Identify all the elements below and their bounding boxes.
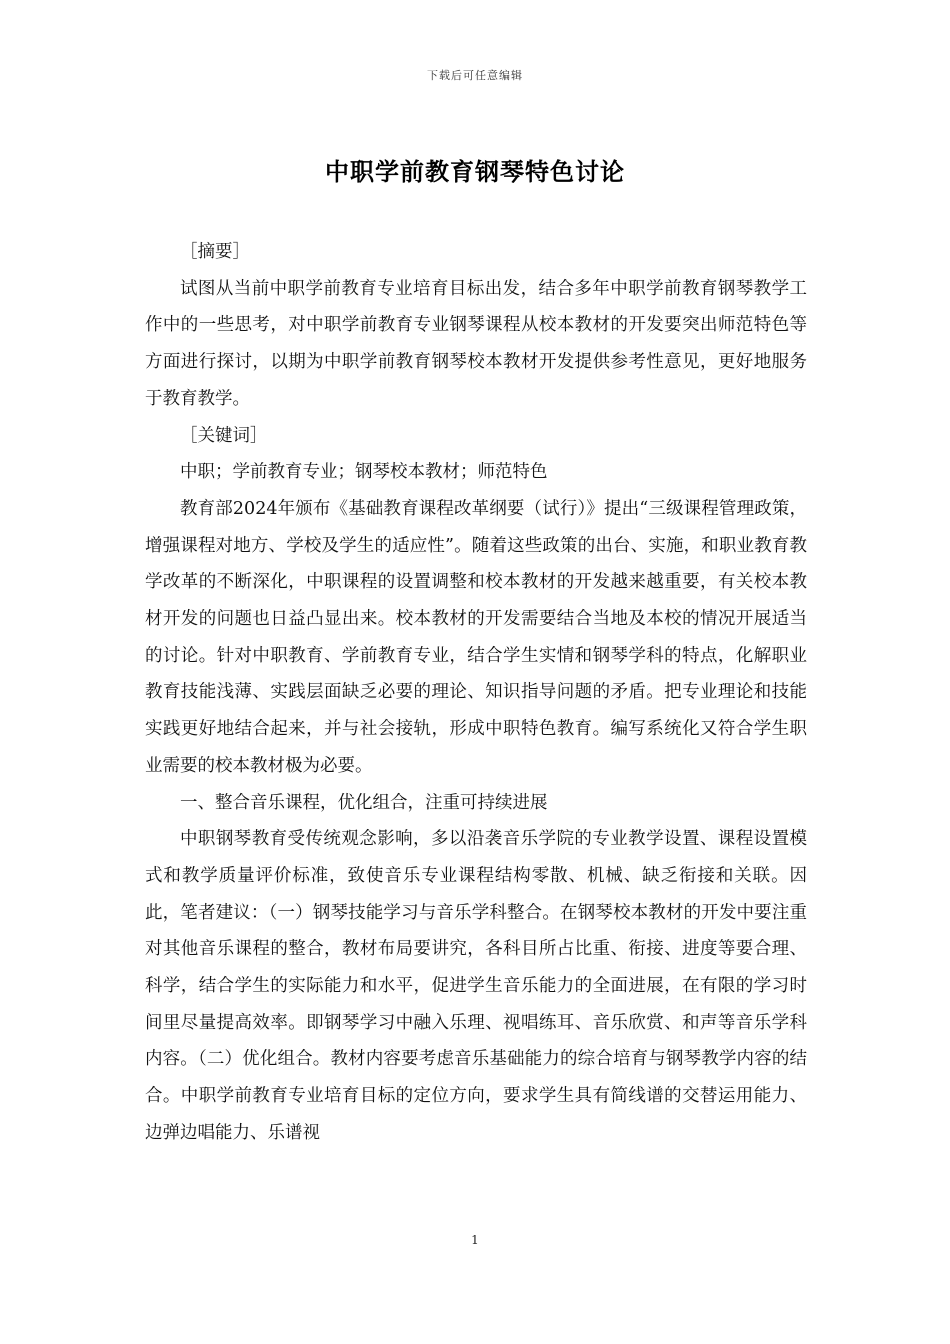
intro-paragraph: 教育部2024年颁布《基础教育课程改革纲要（试行）》提出“三级课程管理政策，增强课程对地方、学校及学生的适应性”。随着这些政策的出台、实施，和职业教育教学改革的不断深化，中职课程的设置调整和校本教材的开发越来越重要，有关校本教材开发的问题也日益凸显出来。校本教材的开发需要结合当地及本校的情况开展适当的讨论。针对中职教育、学前教育专业，结合学生实情和钢琴学科的特点，化解职业教育技能浅薄、实践层面缺乏必要的理论、知识指导问题的矛盾。把专业理论和技能实践更好地结合起来，并与社会接轨，形成中职特色教育。编写系统化又符合学生职业需要的校本教材极为必要。 xyxy=(145,498,807,776)
section-1-heading: 一、整合音乐课程，优化组合，注重可持续进展 xyxy=(180,792,548,813)
page-header-note: 下载后可任意编辑 xyxy=(427,69,523,82)
keywords-paragraph: 中职；学前教育专业；钢琴校本教材；师范特色 xyxy=(180,462,548,483)
abstract-heading: ［摘要］ xyxy=(180,242,250,262)
abstract-paragraph: 试图从当前中职学前教育专业培育目标出发，结合多年中职学前教育钢琴教学工作中的一些思考，对中职学前教育专业钢琴课程从校本教材的开发要突出师范特色等方面进行探讨，以期为中职学前教育钢琴校本教材开发提供参考性意见，更好地服务于教育教学。 xyxy=(145,278,807,409)
document-body xyxy=(145,234,807,1152)
keywords-heading: ［关键词］ xyxy=(180,425,268,446)
document-title: 中职学前教育钢琴特色讨论 xyxy=(325,157,625,186)
page-number: 1 xyxy=(471,1233,479,1247)
section-1-paragraph: 中职钢琴教育受传统观念影响，多以沿袭音乐学院的专业教学设置、课程设置模式和教学质量评价标准，致使音乐专业课程结构零散、机械、缺乏衔接和关联。因此，笔者建议：（一）钢琴技能学习与音乐学科整合。在钢琴校本教材的开发中要注重对其他音乐课程的整合，教材布局要讲究，各科目所占比重、衔接、进度等要合理、科学，结合学生的实际能力和水平，促进学生音乐能力的全面进展，在有限的学习时间里尽量提高效率。即钢琴学习中融入乐理、视唱练耳、音乐欣赏、和声等音乐学科内容。（二）优化组合。教材内容要考虑音乐基础能力的综合培育与钢琴教学内容的结合。中职学前教育专业培育目标的定位方向，要求学生具有简线谱的交替运用能力、边弹边唱能力、乐谱视 xyxy=(145,829,807,1143)
